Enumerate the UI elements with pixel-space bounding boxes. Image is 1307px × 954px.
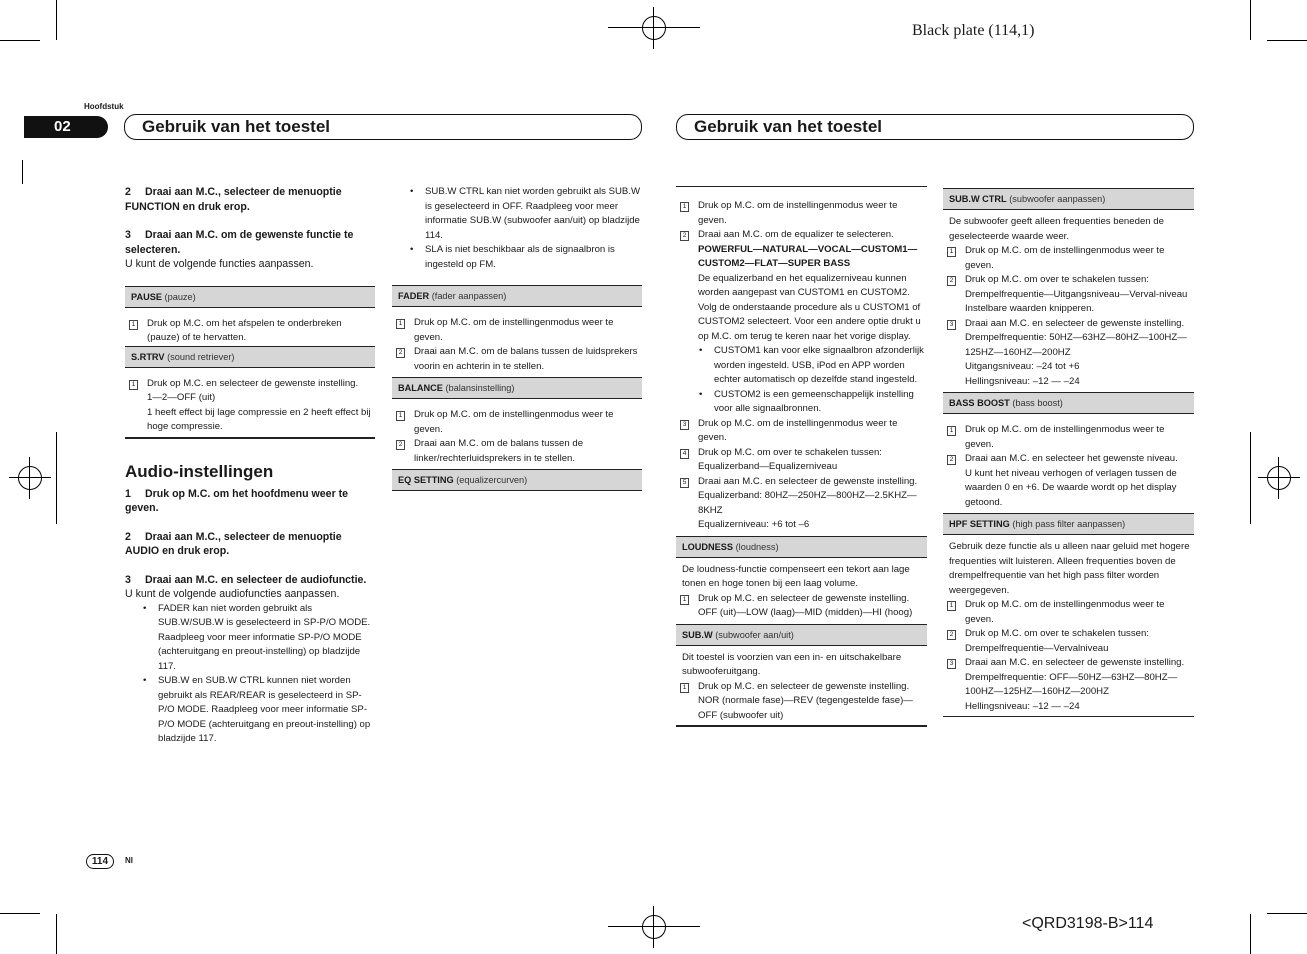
language-code: Nl [125, 856, 133, 865]
subw-ctrl-item-2: 2 Druk op M.C. om over te schakelen tussen: [943, 273, 1194, 288]
column-4 [943, 188, 1194, 717]
srtrv-bar: S.RTRV (sound retriever) [125, 346, 375, 368]
eq-item-5: 5 Draai aan M.C. en selecteer de gewenste instelling. [676, 475, 927, 490]
fader-note: • FADER kan niet worden gebruikt als SUB.W/SUB.W is geselecteerd in SP-P/O MODE. Raadpleeg voor meer informatie SP-P/O MODE (achteruitgang en preout-instelling) op bladzijde 117. [125, 602, 375, 675]
crop-mark [608, 926, 700, 927]
eq-item-1: 1 Druk op M.C. om de instellingenmodus weer te geven. [676, 199, 927, 228]
eq-setting-bar: EQ SETTING (equalizercurven) [392, 469, 642, 491]
eq-item-3: 3 Druk op M.C. om de instellingenmodus weer te geven. [676, 417, 927, 446]
eq-item-2: 2 Draai aan M.C. om de equalizer te selecteren. [676, 228, 927, 243]
subw-ctrl-bar: SUB.W CTRL (subwoofer aanpassen) [943, 188, 1194, 210]
subw-text: Dit toestel is voorzien van een in- en uitschakelbare subwooferuitgang. [682, 651, 902, 677]
hpf-bar: HPF SETTING (high pass filter aanpassen) [943, 513, 1194, 535]
hpf-item-1: 1 Druk op M.C. om de instellingenmodus weer te geven. [943, 598, 1194, 627]
hpf-text: Gebruik deze functie als u alleen naar geluid met hogere frequenties wilt luisteren. Alleen frequenties boven de drempelfrequentie van het high pass filter worden weergegeven. [949, 541, 1190, 596]
column-3 [676, 186, 927, 727]
fader-item-2: 2 Draai aan M.C. om de balans tussen de luidsprekers voorin en achterin in te stellen. [392, 345, 642, 374]
subw-ctrl-freq: Drempelfrequentie: 50HZ—63HZ—80HZ—100HZ—125HZ—160HZ—200HZ [965, 332, 1187, 358]
bass-boost-item-2: 2 Draai aan M.C. en selecteer het gewenste niveau. [943, 452, 1194, 467]
section-title-left: Gebruik van het toestel [124, 114, 642, 140]
column-2 [392, 185, 642, 491]
audio-step-3-subtext: U kunt de volgende audiofuncties aanpassen. [125, 588, 340, 600]
step-2: 2 Draai aan M.C., selecteer de menuoptie FUNCTION en druk erop. [125, 186, 342, 213]
loudness-item-1: 1 Druk op M.C. en selecteer de gewenste instelling. [676, 592, 927, 607]
registration-mark-top [642, 16, 666, 40]
balance-bar: BALANCE (balansinstelling) [392, 377, 642, 399]
subw-ctrl-text: De subwoofer geeft alleen frequenties beneden de geselecteerde waarde weer. [949, 216, 1164, 242]
section-title-right: Gebruik van het toestel [676, 114, 1194, 140]
hpf-item-3: 3 Draai aan M.C. en selecteer de gewenste instelling. [943, 656, 1194, 671]
subw-values: NOR (normale fase)—REV (tegengestelde fase)—OFF (subwoofer uit) [698, 695, 913, 721]
balance-item-1: 1 Druk op M.C. om de instellingenmodus weer te geven. [392, 408, 642, 437]
crop-mark [1250, 432, 1251, 524]
chapter-number: 02 [24, 116, 108, 138]
subw-ctrl-item-1: 1 Druk op M.C. om de instellingenmodus weer te geven. [943, 244, 1194, 273]
crop-mark [22, 160, 23, 184]
registration-mark-right [1267, 466, 1291, 490]
subw-ctrl-output: Uitgangsniveau: –24 tot +6 [965, 361, 1080, 372]
eq-item-4: 4 Druk op M.C. om over te schakelen tussen: [676, 446, 927, 461]
audio-step-3: 3 Draai aan M.C. en selecteer de audiofunctie. [125, 573, 367, 586]
pause-bar: PAUSE (pauze) [125, 286, 375, 308]
crop-mark [1267, 40, 1307, 41]
document-code: <QRD3198-B>114 [1022, 915, 1154, 932]
fader-bar: FADER (fader aanpassen) [392, 285, 642, 307]
srtrv-values: 1—2—OFF (uit) [147, 392, 216, 403]
crop-mark [608, 27, 700, 28]
subw-item-1: 1 Druk op M.C. en selecteer de gewenste instelling. [676, 680, 927, 695]
hpf-slope: Hellingsniveau: –12 — –24 [965, 700, 1080, 712]
eq-note-1: De equalizerband en het equalizerniveau kunnen worden aangepast van CUSTOM1 en CUSTOM2. [698, 272, 910, 298]
balance-item-2: 2 Draai aan M.C. om de balans tussen de linker/rechterluidsprekers in te stellen. [392, 437, 642, 466]
bass-boost-bar: BASS BOOST (bass boost) [943, 392, 1194, 414]
loudness-text: De loudness-functie compenseert een tekort aan lage tonen en hoge tonen bij een laag volume. [682, 563, 910, 589]
step-3-subtext: U kunt de volgende functies aanpassen. [125, 258, 314, 270]
registration-mark-bottom [642, 915, 666, 939]
plate-label: Black plate (114,1) [912, 22, 1035, 39]
subw-ctrl-options: Drempelfrequentie—Uitgangsniveau—Verval-niveau [965, 288, 1188, 300]
subw-ctrl-item-3: 3 Draai aan M.C. en selecteer de gewenste instelling. [943, 317, 1194, 332]
column-1 [125, 185, 375, 747]
eq-band-values: Equalizerband: 80HZ—250HZ—800HZ—2.5KHZ—8KHZ [698, 490, 917, 516]
hpf-options: Drempelfrequentie—Vervalniveau [965, 642, 1109, 654]
audio-heading: Audio-instellingen [125, 461, 274, 481]
subw-ctrl-note: • SUB.W CTRL kan niet worden gebruikt als SUB.W is geselecteerd in OFF. Raadpleeg voor meer informatie SUB.W (subwoofer aan/uit) op bladzijde 114. [392, 185, 642, 243]
page-number: 114 [86, 854, 114, 869]
sla-note: • SLA is niet beschikbaar als de signaalbron is ingesteld op FM. [392, 243, 642, 272]
hpf-freq: Drempelfrequentie: OFF—50HZ—63HZ—80HZ—100HZ—125HZ—160HZ—200HZ [965, 671, 1178, 697]
loudness-bar: LOUDNESS (loudness) [676, 536, 927, 558]
eq-item-4-values: Equalizerband—Equalizerniveau [698, 461, 838, 472]
eq-level-values: Equalizerniveau: +6 tot –6 [698, 519, 810, 530]
loudness-values: OFF (uit)—LOW (laag)—MID (midden)—HI (hoog) [698, 607, 913, 618]
audio-step-1: 1 Druk op M.C. om het hoofdmenu weer te geven. [125, 487, 349, 514]
crop-mark [56, 914, 57, 954]
eq-note-2: Volg de onderstaande procedure als u CUSTOM1 of CUSTOM2 selecteert. Voor een andere optie drukt u op M.C. om terug te keren naar het vorige display. [698, 301, 921, 342]
fader-item-1: 1 Druk op M.C. om de instellingenmodus weer te geven. [392, 316, 642, 345]
subw-ctrl-blink-note: Instelbare waarden knipperen. [965, 303, 1095, 314]
crop-mark [0, 40, 40, 41]
pause-item: 1 Druk op M.C. om het afspelen te onderbreken (pauze) of te hervatten. [125, 317, 375, 346]
subw-bar: SUB.W (subwoofer aan/uit) [676, 624, 927, 646]
hpf-item-2: 2 Druk op M.C. om over te schakelen tussen: [943, 627, 1194, 642]
custom1-note: • CUSTOM1 kan voor elke signaalbron afzonderlijk worden ingesteld. USB, iPod en APP worden echter automatisch op dezelfde stand ingesteld. [676, 344, 927, 388]
crop-mark [56, 432, 57, 524]
crop-mark [56, 0, 57, 40]
step-3: 3 Draai aan M.C. om de gewenste functie te selecteren. [125, 229, 354, 256]
audio-step-2: 2 Draai aan M.C., selecteer de menuoptie AUDIO en druk erop. [125, 530, 342, 557]
crop-mark [0, 913, 40, 914]
bass-boost-note: U kunt het niveau verhogen of verlagen tussen de waarden 0 en +6. De waarde wordt op het display getoond. [965, 467, 1177, 508]
registration-mark-left [18, 466, 42, 490]
srtrv-note: 1 heeft effect bij lage compressie en 2 heeft effect bij hoge compressie. [147, 406, 371, 432]
srtrv-item: 1 Druk op M.C. en selecteer de gewenste instelling. [125, 377, 375, 392]
crop-mark [1250, 914, 1251, 954]
subw-ctrl-slope: Hellingsniveau: –12 — –24 [965, 375, 1080, 387]
subw-note: • SUB.W en SUB.W CTRL kunnen niet worden gebruikt als REAR/REAR is geselecteerd in SP-P/O MODE. Raadpleeg voor meer informatie SP-P/O MODE (achteruitgang en preout-instelling) op bladzijde 117. [125, 674, 375, 747]
bass-boost-item-1: 1 Druk op M.C. om de instellingenmodus weer te geven. [943, 423, 1194, 452]
crop-mark [1267, 913, 1307, 914]
chapter-label: Hoofdstuk [84, 102, 124, 111]
crop-mark [1250, 0, 1251, 40]
custom2-note: • CUSTOM2 is een gemeenschappelijk instelling voor alle signaalbronnen. [676, 388, 927, 417]
eq-presets: POWERFUL—NATURAL—VOCAL—CUSTOM1—CUSTOM2—FLAT—SUPER BASS [698, 243, 918, 269]
